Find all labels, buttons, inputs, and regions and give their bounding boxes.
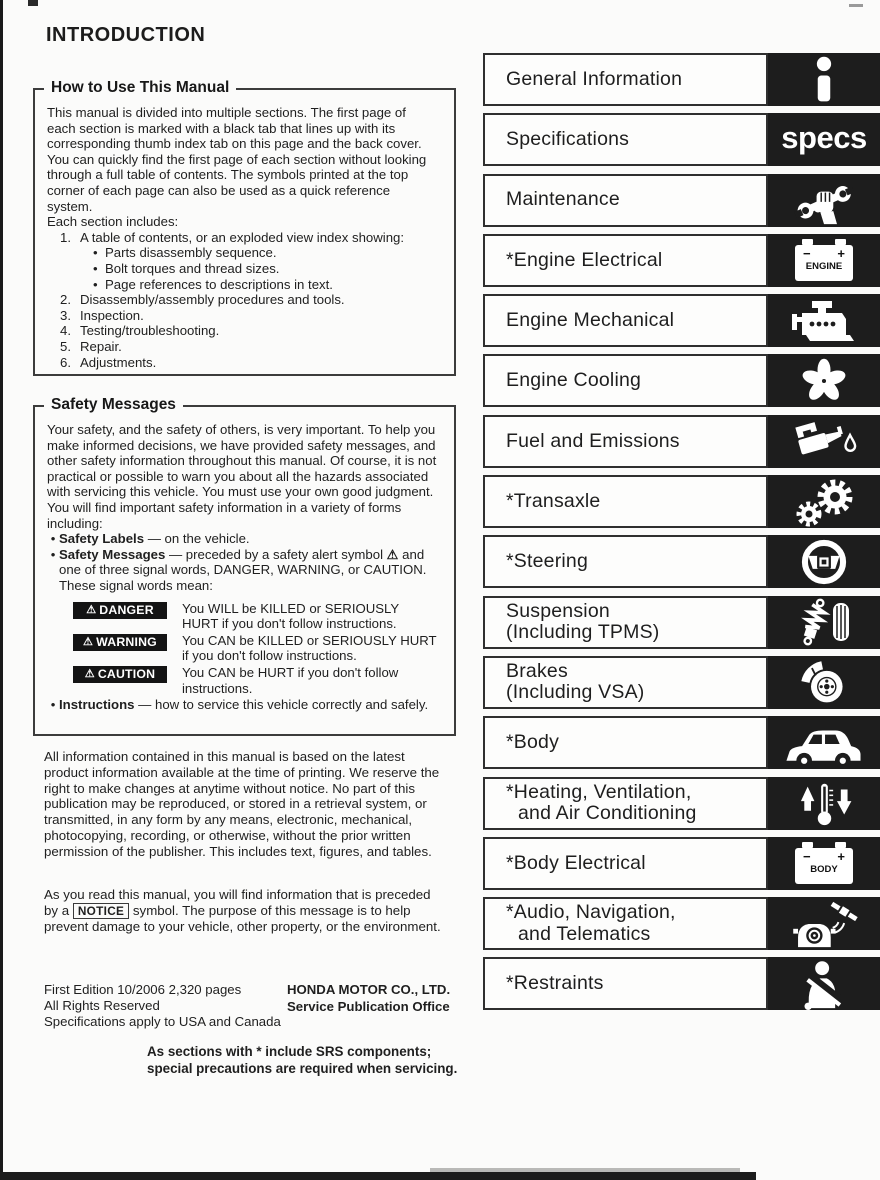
warning-text: You CAN be KILLED or SERIOUSLY HURT if you don't follow instructions. [182,632,437,664]
specs-icon [768,113,880,166]
alert-triangle-icon: ⚠ [86,603,97,616]
list-text: Testing/troubleshooting. [80,323,220,339]
thumb-index [483,53,880,1018]
safety-messages-title: Safety Messages [44,396,183,414]
tab-label [483,415,768,468]
region-line: Specifications apply to USA and Canada [44,1013,281,1029]
tab-label-line1: *Restraints [506,972,604,995]
tab-label-line1: Suspension [506,599,610,622]
brake-disc-icon [768,656,880,709]
tab-label [483,837,768,890]
list-number: 3. [60,307,71,323]
tab-label-line1: Specifications [506,128,630,151]
notice-text-after: symbol. The purpose of this message is to help prevent damage to your vehicle, other property, or the environment. [44,902,441,934]
tab-label [483,897,768,950]
page-title: INTRODUCTION [46,24,206,46]
tab-label [483,113,768,166]
list-number: 2. [60,292,71,308]
bullet-text [59,697,438,713]
bullet-icon: • [93,245,98,261]
how-to-use-intro: This manual is divided into multiple sections. The first page of each section is marked with a black tab that lines up with its corresponding thumb index tab on this page and the back cover. You can quickly find the first page of each section without looking through a full table of contents. The symbols printed at the top corner of each page can also be used as a quick reference system. [47,105,427,214]
tab-brakes[interactable] [483,656,880,709]
tab-general-information[interactable] [483,53,880,106]
bullet-icon: • [93,260,98,276]
tab-label-line1: *Audio, Navigation, [506,901,676,924]
tab-label [483,535,768,588]
tab-label-line1: General Information [506,67,683,90]
list-text: Inspection. [80,307,144,323]
tab-label [483,294,768,347]
tab-hvac[interactable] [483,777,880,830]
plus-sign: + [837,245,845,261]
scan-artifact [0,1172,756,1180]
list-text: Page references to descriptions in text. [105,276,333,292]
tab-label [483,174,768,227]
badge-label: WARNING [96,634,157,649]
rights-line: All Rights Reserved [44,997,160,1013]
tab-label-line2: (Including TPMS) [506,621,660,644]
edition-line: First Edition 10/2006 2,320 pages [44,982,242,997]
bullet-icon: • [50,531,56,547]
tab-restraints[interactable] [483,957,880,1010]
fan-icon [768,354,880,407]
warning-badge [73,634,167,651]
scan-edge-artifact [0,0,3,1180]
bullet-text [59,547,438,594]
bullet-icon: • [50,546,56,562]
battery-label: BODY [810,863,838,875]
steering-wheel-icon [768,535,880,588]
tab-label-line1: *Heating, Ventilation, [506,780,692,803]
danger-text: You WILL be KILLED or SERIOUSLY HURT if you don't follow instructions. [182,600,399,632]
list-item [60,339,438,355]
fuel-nozzle-icon [768,415,880,468]
safety-messages-bullet [47,547,438,594]
danger-badge [73,602,167,619]
hvac-icon [768,777,880,830]
safety-para1: Your safety, and the safety of others, is very important. To help you make informed decisions, we have provided safety messages, and other safety information throughout this manual. Of course, it is not practical or possible to warn you about all the hazards associated with servicing this vehicle. You must use your own good judgment. [47,422,437,500]
list-text: A table of contents, or an exploded view index showing: [80,229,405,245]
warning-row [73,633,438,664]
seatbelt-icon [768,957,880,1010]
tab-label-line1: Engine Mechanical [506,308,675,331]
scan-artifact [849,4,863,7]
how-to-use-title: How to Use This Manual [44,79,236,97]
safety-alert-icon: ⚠ [386,546,399,562]
alert-triangle-icon: ⚠ [83,635,94,648]
tab-steering[interactable] [483,535,880,588]
how-to-use-panel [33,79,456,376]
tab-audio-navigation[interactable] [483,897,880,950]
info-icon [768,53,880,106]
srs-note-line1: As sections with * include SRS components; [147,1044,432,1059]
tab-label-line1: Brakes [506,659,568,682]
tab-label-line1: *Transaxle [506,489,601,512]
battery-shape [795,848,853,884]
bullet-lead: Safety Messages [59,546,166,562]
list-item [60,355,438,371]
car-body-icon [768,716,880,769]
battery-shape [795,245,853,281]
tab-label-line1: *Steering [506,550,589,573]
safety-messages-panel [33,396,456,736]
list-number: 6. [60,354,71,370]
tab-suspension[interactable] [483,596,880,649]
minus-sign: − [803,245,811,261]
battery-engine-icon [768,234,880,287]
tab-body[interactable] [483,716,880,769]
plus-sign: + [837,848,845,864]
notice-badge: NOTICE [73,903,129,919]
list-text: Adjustments. [80,354,157,370]
list-number: 1. [60,229,71,245]
specs-text: specs [781,120,867,156]
badge-label: CAUTION [97,666,156,681]
list-item [60,292,438,308]
includes-heading: Each section includes: [47,214,179,230]
srs-note [147,1044,457,1077]
audio-nav-icon [768,897,880,950]
list-item [60,230,438,246]
notice-paragraph [44,887,448,935]
caution-badge [73,666,167,683]
battery-label: ENGINE [805,260,843,272]
list-number: 5. [60,338,71,354]
tab-label [483,234,768,287]
signal-words-block [73,601,438,697]
srs-note-line2: special precautions are required when servicing. [147,1060,458,1076]
bullet-icon: • [50,697,56,713]
list-text: Parts disassembly sequence. [105,245,277,261]
tab-specifications[interactable] [483,113,880,166]
safety-labels-bullet [47,531,438,547]
scan-artifact [28,0,38,6]
list-number: 4. [60,323,71,339]
tab-label [483,716,768,769]
tab-label-line1: Engine Cooling [506,369,642,392]
engine-icon [768,294,880,347]
gears-icon [768,475,880,528]
bullet-rest: and one of three signal words, DANGER, WARNING, or CAUTION. These signal words mean: [59,546,427,593]
tab-engine-mechanical[interactable] [483,294,880,347]
list-item [60,308,438,324]
tab-label [483,354,768,407]
tab-label-line2: and Telematics [518,922,651,945]
bullet-rest: — how to service this vehicle correctly and safely. [134,697,429,713]
edition-block [44,982,281,1030]
tab-label [483,957,768,1010]
tab-label [483,475,768,528]
list-item [93,245,438,261]
danger-row [73,601,438,632]
publisher-name: HONDA MOTOR CO., LTD. [287,982,451,997]
tab-label [483,53,768,106]
bullet-rest: — on the vehicle. [144,531,250,547]
bullet-rest: — preceded by a safety alert symbol [165,546,387,562]
tab-transaxle[interactable] [483,475,880,528]
tab-label-line1: Fuel and Emissions [506,429,680,452]
tab-label-line1: *Body [506,731,560,754]
badge-label: DANGER [99,602,154,617]
publisher-block [287,982,450,1015]
bullet-icon: • [93,276,98,292]
bullet-lead: Instructions [59,697,135,713]
notice-text-before: As you read this manual, you will find information that is preceded by a [44,887,431,918]
wrench-fist-icon [768,174,880,227]
tab-engine-cooling[interactable] [483,354,880,407]
instructions-bullet [47,697,438,713]
caution-row [73,665,438,696]
tab-label-line1: *Engine Electrical [506,248,663,271]
tab-fuel-and-emissions[interactable] [483,415,880,468]
tab-label [483,656,768,709]
list-item [93,261,438,277]
bullet-lead: Safety Labels [59,531,145,547]
caution-text: You CAN be HURT if you don't follow instructions. [182,664,399,696]
tab-maintenance[interactable] [483,174,880,227]
safety-para2: You will find important safety information in a variety of forms including: [47,499,402,531]
list-text: Repair. [80,338,122,354]
bullet-text [59,531,438,547]
minus-sign: − [803,848,811,864]
list-item [93,277,438,293]
list-item [60,323,438,339]
battery-body-icon [768,837,880,890]
tab-body-electrical[interactable] [483,837,880,890]
copyright-paragraph: All information contained in this manual is based on the latest product information available at the time of printing. We reserve the right to make changes at anytime without notice. No part of this publication may be reproduced, or stored in a retrieval system, or transmitted, in any form by any means, electronic, mechanical, photocopying, recording, or otherwise, without the prior written permission of the publisher. This includes text, figures, and tables. [44,749,440,859]
tab-label-line2: (Including VSA) [506,681,645,704]
tab-engine-electrical[interactable] [483,234,880,287]
tab-label [483,777,768,830]
alert-triangle-icon: ⚠ [84,667,95,680]
tab-label-line1: Maintenance [506,188,620,211]
publisher-office: Service Publication Office [287,998,450,1014]
shock-tire-icon [768,596,880,649]
tab-label-line2: and Air Conditioning [518,802,697,825]
list-text: Disassembly/assembly procedures and tools. [80,292,345,308]
tab-label-line1: *Body Electrical [506,851,646,874]
tab-label [483,596,768,649]
list-text: Bolt torques and thread sizes. [105,260,280,276]
